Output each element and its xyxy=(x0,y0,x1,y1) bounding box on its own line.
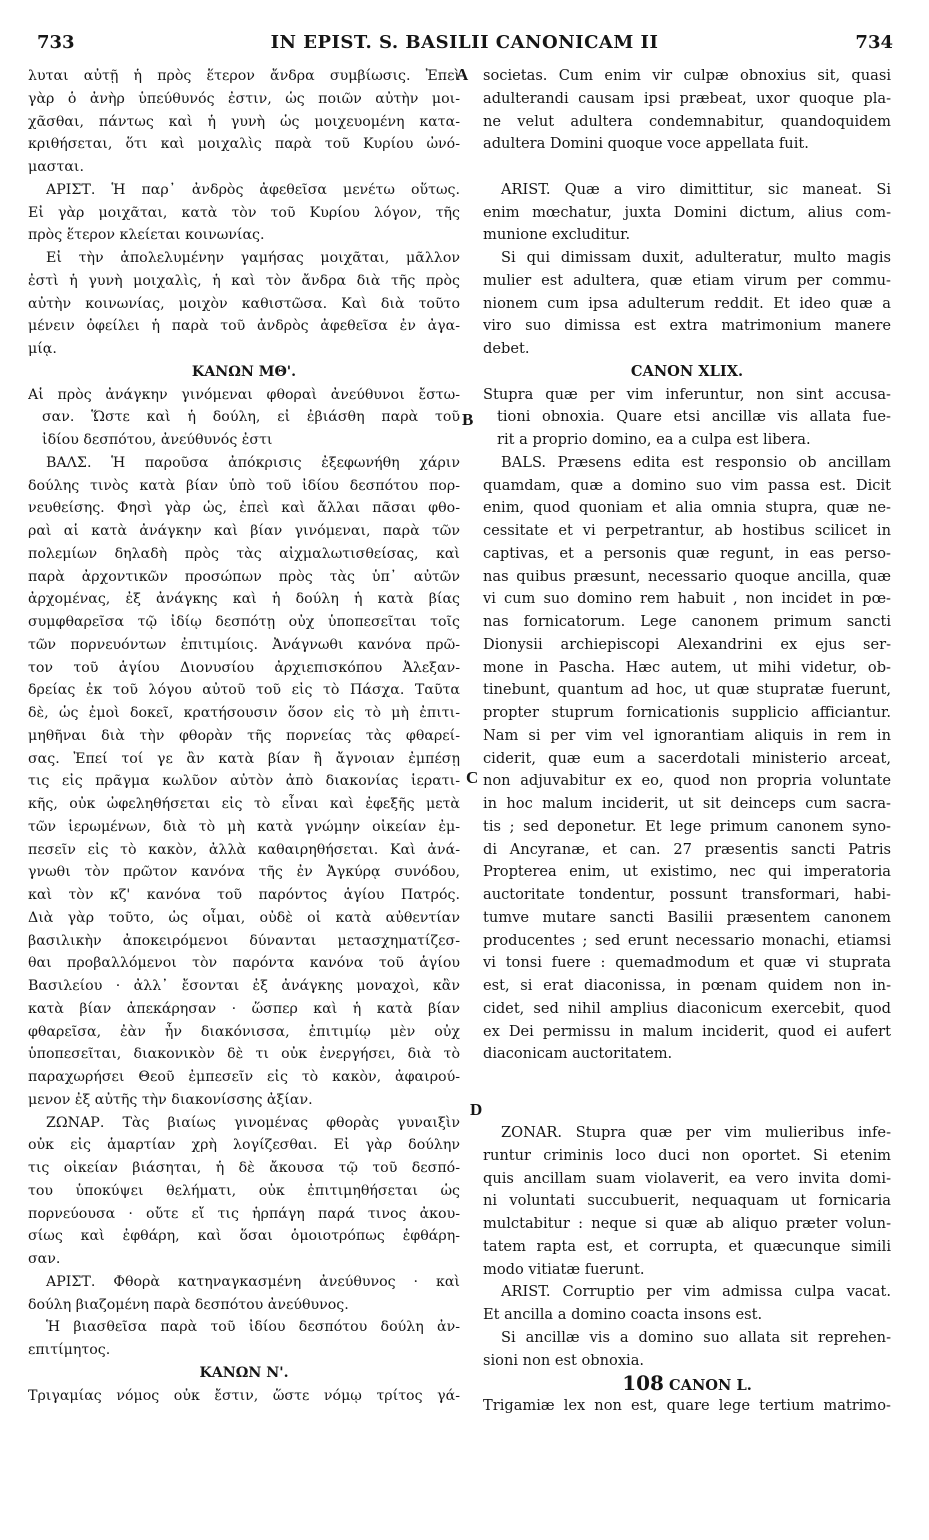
text-line: captivas, et a personis quæ regunt, in eas perso- xyxy=(483,544,891,562)
text-line: vi cum suo domino rem habuit , non incidet in pœ- xyxy=(483,590,891,608)
text-line: ARIST. Quæ a viro dimittitur, sic maneat. Si xyxy=(501,180,891,198)
text-line: Εἰ γὰρ μοιχᾶται, κατὰ τὸν τοῦ Κυρίου λόγον, τῆς xyxy=(28,204,460,221)
text-line: non adjuvabitur ex eo, quod non propria voluntate xyxy=(483,772,891,790)
text-line: μίᾳ. xyxy=(28,341,57,357)
text-line: societas. Cum enim vir culpæ obnoxius sit, quasi xyxy=(483,67,891,84)
page-number-left: 733 xyxy=(37,32,75,53)
margin-marker-c: C xyxy=(466,768,479,787)
canon-heading: ΚΑΝΩΝ ΜΘ'. xyxy=(191,363,297,380)
text-line: Βασιλείου · ἀλλ᾽ ἔσονται ἐξ ἀνάγκης μοναχοὶ, κἂν xyxy=(28,978,460,994)
canon-heading: CANON L. xyxy=(669,1377,752,1395)
text-line: diaconicam auctoritatem. xyxy=(483,1045,673,1063)
text-line: Stupra quæ per vim inferuntur, non sint accusa- xyxy=(483,385,891,403)
text-line: ex Dei permissu in malum inciderit, quod ei aufert xyxy=(483,1022,891,1040)
text-line: Τριγαμίας νόμος οὐκ ἔστιν, ὥστε νόμῳ τρίτος γά- xyxy=(28,1387,460,1404)
text-line: επιτίμητος. xyxy=(28,1342,111,1358)
text-line: Εἰ τὴν ἀπολελυμένην γαμήσας μοιχᾶται, μᾶλλον xyxy=(46,250,460,266)
text-line: παραχωρήσει Θεοῦ ἐμπεσεῖν εἰς τὸ κακὸν, ἀφαιρού- xyxy=(28,1069,460,1085)
text-line: tioni obnoxia. Quare etsi ancillæ vis allata fue- xyxy=(497,408,891,426)
text-line: Nam si per vim vel ignorantiam aliquis in rem in xyxy=(483,726,891,744)
canon-heading: CANON XLIX. xyxy=(630,362,744,380)
text-line: sioni non est obnoxia. xyxy=(483,1351,645,1369)
running-title: IN EPIST. S. BASILII CANONICAM II xyxy=(270,32,659,53)
text-line: πεσεῖν εἰς τὸ κακὸν, ἀλλὰ καθαιρηθήσεται. Καὶ ἀνά- xyxy=(28,841,460,858)
canon-heading-row xyxy=(483,1372,891,1395)
canon-heading: ΚΑΝΩΝ Ν'. xyxy=(199,1364,289,1381)
greek-column xyxy=(28,65,460,1407)
text-line: modo vitiatæ fuerunt. xyxy=(483,1260,645,1278)
text-line: τις οἰκείαν βιάσηται, ἡ δὲ ἄκουσα τῷ τοῦ δεσπό- xyxy=(28,1160,460,1176)
spacer xyxy=(483,156,891,179)
text-line: μασται. xyxy=(28,159,84,175)
text-line: ὑποπεσεῖται, διακονικὸν δὲ τι οὐκ ἐνεργήσει, διὰ τὸ xyxy=(28,1046,460,1063)
page-number-right: 734 xyxy=(855,32,893,53)
text-line: πρὸς ἕτερον κλείεται κοινωνίας. xyxy=(28,227,265,244)
text-line: in hoc malum inciderit, ut sit deinceps cum sacra- xyxy=(483,795,891,812)
text-line: αὐτὴν κοινωνίας, μοιχὸν καθιστῶσα. Καὶ διὰ τοῦτο xyxy=(28,295,460,312)
text-line: θαι προβαλλόμενοι τὸν παρόντα κανόνα τοῦ ἁγίου xyxy=(28,955,460,972)
text-line: nas quibus præsunt, necessario quoque ancilla, quæ xyxy=(483,567,891,585)
text-line: ΖΩΝΑΡ. Τὰς βιαίως γινομένας φθορὰς γυναιξὶν xyxy=(46,1114,460,1131)
margin-marker-a: A xyxy=(456,65,469,84)
text-line: δούλης τινὸς κατὰ βίαν ὑπὸ τοῦ ἰδίου δεσπότου πορ- xyxy=(28,477,460,494)
text-line: est, si erat diaconissa, in pœnam quidem non in- xyxy=(483,977,891,994)
text-line: τον τοῦ ἁγίου Διονυσίου ἀρχιεπισκόπου Ἀλεξαν- xyxy=(28,659,460,676)
spacer xyxy=(483,1111,891,1122)
text-line: enim mœchatur, juxta Domini dictum, alius com- xyxy=(483,203,891,221)
text-line: ni voluntati succubuerit, nequaquam ut fornicaria xyxy=(483,1192,891,1210)
text-line: γνωθι τὸν πρῶτον κανόνα τῆς ἐν Ἀγκύρᾳ συνόδου, xyxy=(28,864,460,881)
text-line: ΑΡΙΣΤ. Ἡ παρ᾽ ἀνδρὸς ἀφεθεῖσα μενέτω οὕτως. xyxy=(46,181,460,198)
text-line: viro suo dimissa est extra matrimonium manere xyxy=(483,317,891,335)
text-line: nas fornicatorum. Lege canonem primum sancti xyxy=(483,613,891,630)
text-line: σαν. xyxy=(28,1251,61,1267)
text-line: debet. xyxy=(483,340,530,357)
text-line: Ἡ βιασθεῖσα παρὰ τοῦ ἰδίου δεσπότου δούλη ἀν- xyxy=(46,1319,460,1336)
text-line: Trigamiæ lex non est, quare lege tertium matrimo- xyxy=(483,1397,891,1414)
text-line: παρὰ ἀρχοντικῶν προσώπων πρὸς τὰς ὑπ᾽ αὐτῶν xyxy=(28,568,460,585)
text-line: nionem cum ipsa adulterum reddit. Et ideo quæ a xyxy=(483,294,891,312)
text-line: κατὰ βίαν ἀπεκάρησαν · ὥσπερ καὶ ἡ κατὰ βίαν xyxy=(28,1000,460,1017)
text-line: ZONAR. Stupra quæ per vim mulieribus infe- xyxy=(501,1124,891,1141)
text-line: δὲ, ὡς ἐμοὶ δοκεῖ, κρατήσουσιν ὅσον εἰς τὸ μὴ ἐπιτι- xyxy=(28,705,460,721)
text-line: mulctabitur : neque si quæ ab aliquo præter volun- xyxy=(483,1215,891,1232)
text-line: mulier est adultera, quæ etiam virum per commu- xyxy=(483,271,891,289)
running-header xyxy=(0,32,929,62)
text-line: auctoritate tondentur, possunt transformari, habi- xyxy=(483,886,891,903)
text-line: συμφθαρεῖσα τῷ ἰδίῳ δεσπότῃ οὐχ ὑποπεσεῖται τοῖς xyxy=(28,614,460,630)
text-line: Διὰ γὰρ τοῦτο, ὡς οἶμαι, οὐδὲ οἱ κατὰ αὐθεντίαν xyxy=(28,909,460,926)
text-line: Et ancilla a domino coacta insons est. xyxy=(483,1306,763,1323)
text-line: tis ; sed deponetur. Et lege primum canonem syno- xyxy=(483,817,891,835)
text-line: ἐστὶ ἡ γυνὴ μοιχαλὶς, ἡ καὶ τὸν ἄνδρα διὰ τῆς πρὸς xyxy=(28,272,460,289)
text-line: ἀρχομένας, ἐξ ἀνάγκης καὶ ἡ δούλη ἡ κατὰ βίας xyxy=(28,591,460,608)
text-line: νευθείσης. Φησὶ γὰρ ὡς, ἐπεὶ καὶ ἄλλαι πᾶσαι φθο- xyxy=(28,500,460,517)
text-line: Si qui dimissam duxit, adulteratur, multo magis xyxy=(501,249,891,266)
text-line: τῶν ἱερωμένων, διὰ τὸ μὴ κατὰ γνώμην οἰκείαν ἐμ- xyxy=(28,818,460,835)
text-line: δρείας ἐκ τοῦ λόγου αὐτοῦ τοῦ εἰς τὸ Πάσχα. Ταῦτα xyxy=(28,682,460,699)
text-line: βασιλικὴν ἀποκειρόμενοι δύνανται μετασχηματίζεσ- xyxy=(28,932,460,949)
text-line: ne velut adultera condemnabitur, quandoquidem xyxy=(483,112,891,130)
text-line: rit a proprio domino, ea a culpa est libera. xyxy=(497,431,811,448)
text-line: adultera Domini quoque voce appellata fuit. xyxy=(483,135,809,153)
text-line: di Ancyranæ, et can. 27 præsentis sancti Patris xyxy=(483,840,891,858)
text-line: καὶ τὸν κζ' κανόνα τοῦ παρόντος ἁγίου Πατρός. xyxy=(28,887,460,903)
text-line: οὐκ εἰς ἁμαρτίαν χρὴ λογίζεσθαι. Εἰ γὰρ δούλην xyxy=(28,1137,460,1154)
text-line: Propterea enim, ut existimo, nec qui imperatoria xyxy=(483,863,891,881)
text-line: quis ancillam suam violaverit, ea vero invita domi- xyxy=(483,1169,891,1187)
text-line: runtur criminis loco duci non oportet. Si etenim xyxy=(483,1146,891,1164)
text-line: σας. Ἐπεί τοί γε ἂν κατὰ βίαν ἢ ἄγνοιαν ἐμπέσῃ xyxy=(28,750,460,767)
margin-marker-b: B xyxy=(462,410,474,429)
text-line: tumve mutare sancti Basilii præsentem canonem xyxy=(483,908,891,926)
text-line: ARIST. Corruptio per vim admissa culpa vacat. xyxy=(501,1283,891,1301)
text-line: σαν. Ὥστε καὶ ἡ δούλη, εἰ ἐβιάσθη παρὰ τοῦ xyxy=(42,409,460,426)
text-line: πορνεύουσα · οὔτε εἴ τις ἡρπάγη παρά τινος ἀκου- xyxy=(28,1205,460,1222)
text-line: κριθήσεται, ὅτι καὶ μοιχαλὶς παρὰ τοῦ Κυρίου ὠνό- xyxy=(28,136,460,153)
text-line: φθαρεῖσα, ἐὰν ἦν διακόνισσα, ἐπιτιμίῳ μὲν οὐχ xyxy=(28,1023,460,1040)
text-line: κῆς, οὐκ ὠφεληθήσεται εἰς τὸ εἶναι καὶ ἐφεξῆς μετὰ xyxy=(28,796,460,812)
text-line: propter stuprum fornicationis supplicio afficiantur. xyxy=(483,704,891,721)
text-line: cidet, sed nihil amplius diaconicum exercebit, quod xyxy=(483,999,891,1017)
text-line: ραὶ αἱ κατὰ ἀνάγκην καὶ βίαν γινόμεναι, παρὰ τῶν xyxy=(28,523,460,539)
text-line: cessitate et vi perpetrantur, ab hostibus scilicet in xyxy=(483,522,891,539)
text-line: του ὑποκύψει θελήματι, οὐκ ἐπιτιμηθήσεται ὡς xyxy=(28,1182,460,1199)
text-line: μενον ἐξ αὐτῆς τὴν διακονίσσης ἀξίαν. xyxy=(28,1091,313,1108)
text-line: πολεμίων δηλαδὴ πρὸς τὰς αἰχμαλωτισθείσας, καὶ xyxy=(28,545,460,562)
text-line: enim, quod quoniam et alia omnia stupra, quæ ne- xyxy=(483,499,891,517)
text-line: BALS. Præsens edita est responsio ob ancillam xyxy=(501,453,891,471)
text-line: τῶν πορνευόντων ἐπιτιμίοις. Ἀνάγνωθι κανόνα πρῶ- xyxy=(28,636,460,653)
text-line: τις εἰς πρᾶγμα κωλῦον αὐτὸν ἀπὸ διακονίας ἱερατι- xyxy=(28,773,460,790)
text-line: σίως καὶ ἐφθάρη, καὶ ὅσαι ὁμοιοτρόπως ἐφθάρη- xyxy=(28,1228,460,1245)
text-line: producentes ; sed erunt necessario monachi, etiamsi xyxy=(483,931,891,949)
text-line: tinebunt, quantum ad hoc, ut quæ stupratæ fuerunt, xyxy=(483,681,891,699)
text-line: quamdam, quæ a domino suo vim passa est. Dicit xyxy=(483,476,891,494)
text-line: λυται αὐτῇ ἡ πρὸς ἕτερον ἄνδρα συμβίωσις. Ἐπεὶ xyxy=(28,68,460,84)
text-line: γὰρ ὁ ἀνὴρ ὑπεύθυνός ἐστιν, ὡς ποιῶν αὐτὴν μοι- xyxy=(28,90,460,107)
text-line: tatem rapta est, et corrupta, et quæcunque simili xyxy=(483,1237,891,1255)
text-line: δούλη βιαζομένη παρὰ δεσπότου ἀνεύθυνος. xyxy=(28,1296,349,1313)
text-line: munione excluditur. xyxy=(483,226,631,244)
margin-marker-d: D xyxy=(470,1100,483,1119)
text-line: ciderit, quæ eum a sacerdotali ministerio arceat, xyxy=(483,749,891,767)
text-line: Si ancillæ vis a domino suo allata sit reprehen- xyxy=(501,1328,891,1346)
text-line: μένειν ὀφείλει ἡ παρὰ τοῦ ἀνδρὸς ἀφεθεῖσα ἐν ἀγα- xyxy=(28,318,460,335)
text-line: mone in Pascha. Hæc autem, ut mihi videtur, ob- xyxy=(483,658,891,676)
text-line: Αἱ πρὸς ἀνάγκην γινόμεναι φθοραὶ ἀνεύθυνοι ἔστω- xyxy=(28,386,460,403)
spacer xyxy=(483,1066,891,1111)
text-line: χᾶσθαι, πάντως καὶ ἡ γυνὴ ὡς μοιχευομένη κατα- xyxy=(28,113,460,130)
text-line: vi tonsi fuere : quemadmodum et quæ vi stuprata xyxy=(483,954,891,972)
text-line: ΑΡΙΣΤ. Φθορὰ κατηναγκασμένη ἀνεύθυνος · καὶ xyxy=(46,1273,460,1290)
text-line: ἰδίου δεσπότου, ἀνεύθυνός ἐστι xyxy=(42,432,273,448)
text-line: ΒΑΛΣ. Ἡ παροῦσα ἀπόκρισις ἐξεφωνήθη χάριν xyxy=(46,454,460,471)
text-line: Dionysii archiepiscopi Alexandrini ex ejus ser- xyxy=(483,635,891,653)
latin-column xyxy=(483,65,891,1418)
text-line: μηθῆναι διὰ τὴν φθορὰν τῆς πορνείας τὰς φθαρεί- xyxy=(28,727,460,744)
signature-mark: 108 xyxy=(622,1372,664,1395)
text-line: adulterandi causam ipsi præbeat, uxor quoque pla- xyxy=(483,89,891,107)
